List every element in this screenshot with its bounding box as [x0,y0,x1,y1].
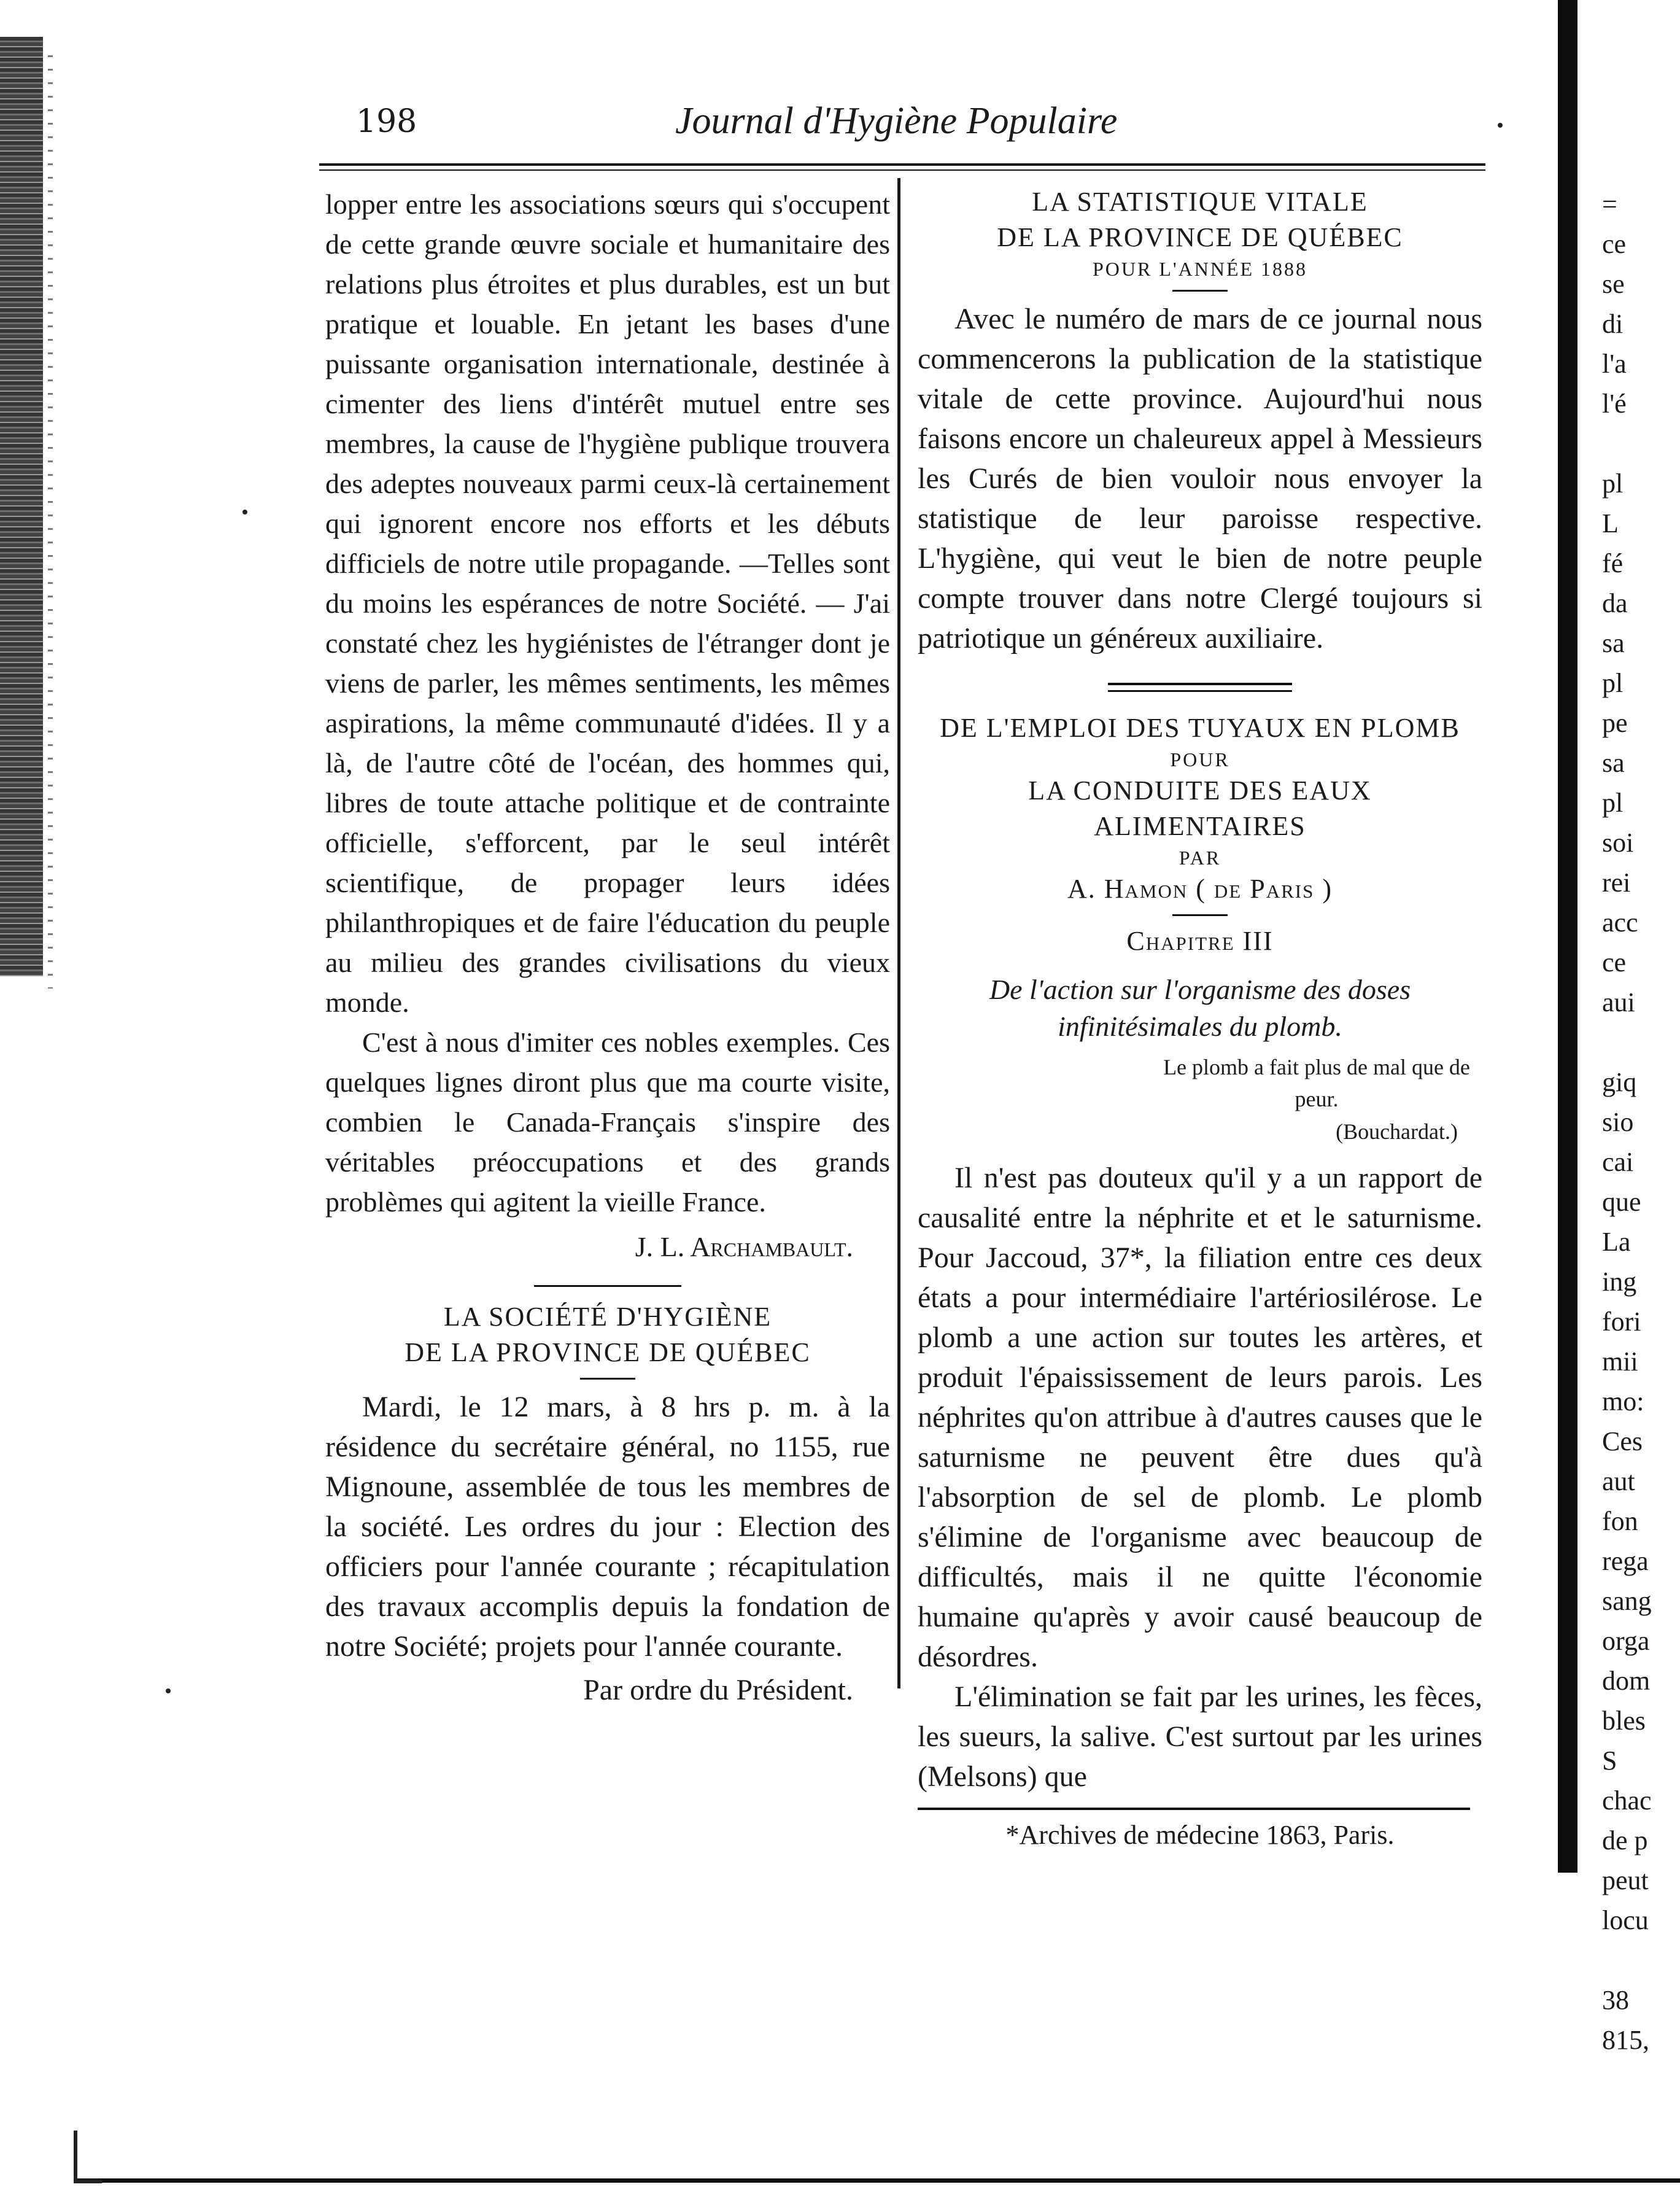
footnote: *Archives de médecine 1863, Paris. [1005,1820,1395,1850]
fragment-line: pl [1602,668,1624,698]
fragment-line: 815, [1602,2025,1649,2055]
fragment-line: di [1602,309,1624,339]
fragment-line: L [1602,508,1619,538]
fragment-line: fori [1602,1307,1641,1337]
fragment-line: fon [1602,1506,1638,1536]
article-paragraph-1: Il n'est pas douteux qu'il y a un rapport de causalité entre la néphrite et et le saturnisme. Pour Jaccoud, 37*, la filiation entre ces deux états a pour intermédiaire l'artériosilérose. Le plomb a une action sur toutes les artères, et produit l'épaississement de leurs parois. Les néphrites qu'on attribue à d'autres causes que le saturnisme ne peuvent être dues qu'à l'absorption de sel de plomb. Le plomb s'élimine de l'organisme avec beaucoup de difficultés, mais il ne quitte l'économie humaine qu'après y avoir causé beaucoup de désordres. [918,1162,1482,1673]
article-title-pour: POUR [1170,748,1230,771]
fragment-line: dom [1602,1666,1651,1696]
fragment-line: soi [1602,828,1634,858]
binding-stitch-left [48,55,53,989]
fragment-line: bles [1602,1706,1646,1736]
title-rule [1172,914,1228,916]
fragment-line: orga [1602,1626,1650,1656]
section-title-line1: LA SOCIÉTÉ D'HYGIÈNE [443,1302,772,1332]
fragment-line: acc [1602,907,1638,938]
fragment-line: fé [1602,548,1624,578]
article-closing-paragraph: C'est à nous d'imiter ces nobles exemples. Ces quelques lignes diront plus que ma courte visite, combien le Canada-Français s'inspire des véritables préoccupations et des grands problèmes qui agitent la vieille France. [325,1027,890,1218]
fragment-line: 38 [1602,1985,1629,2015]
fragment-line: ing [1602,1267,1637,1297]
running-head [344,92,1510,141]
fragment-line: que [1602,1187,1641,1217]
fragment-line: sio [1602,1107,1634,1137]
statistics-subtitle: POUR L'ANNÉE 1888 [1092,258,1308,280]
fragment-line: pl [1602,468,1624,499]
section-double-rule [1108,683,1292,692]
fragment-line: l'é [1602,389,1627,419]
chapter-title: De l'action sur l'organisme des doses infinitésimales du plomb. [989,974,1411,1042]
fragment-line: locu [1602,1905,1649,1935]
left-column [325,184,890,1710]
fragment-line: rei [1602,868,1631,898]
fragment-line: chac [1602,1785,1652,1816]
page-number: 198 [356,103,417,140]
fragment-line [1602,1940,1680,1980]
facing-page-fragments [1602,184,1680,2060]
fragment-line: de p [1602,1825,1648,1855]
section-rule [534,1285,681,1287]
bottom-edge-line [74,2178,1680,2183]
fragment-line: = [1602,189,1617,219]
speck [166,1688,171,1693]
fragment-line: aui [1602,987,1635,1017]
fragment-line: pe [1602,708,1628,738]
header-rule [319,163,1485,166]
fragment-line: La [1602,1227,1631,1257]
binding-edge-left [0,37,43,976]
article-paragraph-2: L'élimination se fait par les urines, les fèces, les sueurs, la salive. C'est surtout par les urines (Melsons) que [918,1680,1482,1793]
epigraph: Le plomb a fait plus de mal que de peur. [1163,1055,1470,1111]
article-author: A. Hamon ( de Paris ) [1067,874,1333,904]
statistics-title-line2: DE LA PROVINCE DE QUÉBEC [997,222,1403,252]
right-column [918,184,1482,1855]
meeting-notice-paragraph: Mardi, le 12 mars, à 8 hrs p. m. à la résidence du secrétaire général, no 1155, rue Mignoune, assemblée de tous les membres de la société. Les ordres du jour : Election des officiers pour l'année courante ; récapitulation des travaux accomplis depuis la fondation de notre Société; projets pour l'année courante. [325,1391,890,1663]
article-title-line3: ALIMENTAIRES [1094,811,1306,841]
statistics-title-line1: LA STATISTIQUE VITALE [1032,187,1368,217]
fragment-line: Ces [1602,1426,1643,1456]
binding-edge-right [1558,0,1577,1873]
fragment-line: mo: [1602,1386,1644,1416]
column-divider [897,178,900,1688]
fragment-line: sa [1602,628,1625,658]
fragment-line: rega [1602,1546,1649,1576]
epigraph-source: (Bouchardat.) [1336,1119,1458,1144]
fragment-line: cai [1602,1147,1634,1177]
fragment-line: peut [1602,1865,1649,1895]
notice-closing: Par ordre du Président. [583,1674,853,1706]
fragment-line [1602,1022,1680,1062]
journal-title: Journal d'Hygiène Populaire [675,100,1118,142]
article-title-line2: LA CONDUITE DES EAUX [1028,775,1372,806]
section-title-line2: DE LA PROVINCE DE QUÉBEC [405,1337,811,1367]
footnote-rule [918,1808,1470,1810]
article-title-line1: DE L'EMPLOI DES TUYAUX EN PLOMB [940,713,1460,743]
fragment-line: pl [1602,788,1624,818]
fragment-line: sa [1602,748,1625,778]
chapter-heading: Chapitre III [1126,926,1274,956]
fragment-line: sang [1602,1586,1652,1616]
fragment-line: ce [1602,947,1627,977]
statistics-paragraph: Avec le numéro de mars de ce journal nous commencerons la publication de la statistique vitale de cette province. Aujourd'hui nous faisons encore un chaleureux appel à Messieurs les Curés de bien vouloir nous envoyer la statistique de leur paroisse respective. L'hygiène, qui veut le bien de notre peuple compte trouver dans notre Clergé toujours si patriotique un généreux auxiliaire. [918,303,1482,655]
author-signature: J. L. Archambault. [635,1231,853,1262]
fragment-line [1602,424,1680,464]
fragment-line: da [1602,588,1628,618]
fragment-line: S [1602,1746,1617,1776]
article-continuation-paragraph: lopper entre les associations sœurs qui s'occupent de cette grande œuvre sociale et humanitaire des relations plus étroites et plus durables, est un but pratique et louable. En jetant les bases d'une puissante organisation internationale, destinée à cimenter des liens d'intérêt mutuel entre ses membres, la cause de l'hygiène publique trouvera des adeptes nouveaux parmi ceux-là certainement qui ignorent encore nos efforts et les débuts difficiels de notre utile propagande. —Telles sont du moins les espérances de notre Société. — J'ai constaté chez les hygiénistes de l'étranger dont je viens de parler, les mêmes sentiments, les mêmes aspirations, la même communauté d'idées. Il y a là, de l'autre côté de l'océan, des hommes qui, libres de toute attache politique et de contrainte officielle, s'efforcent, par le seul intérêt scientifique, de propager leurs idées philanthropiques et de faire l'éducation du peuple au milieu des grandes civilisations du vieux monde. [325,188,890,1018]
fragment-line: ce [1602,229,1627,259]
fragment-line: mii [1602,1346,1638,1377]
title-rule [1172,290,1228,292]
corner-mark [74,2131,102,2183]
article-title-par: PAR [1179,847,1221,869]
fragment-line: giq [1602,1067,1637,1097]
fragment-line: se [1602,269,1625,299]
speck [242,510,247,515]
header-rule-thin [319,169,1485,171]
fragment-line: aut [1602,1466,1635,1496]
title-rule [580,1378,635,1380]
fragment-line: l'a [1602,349,1627,379]
